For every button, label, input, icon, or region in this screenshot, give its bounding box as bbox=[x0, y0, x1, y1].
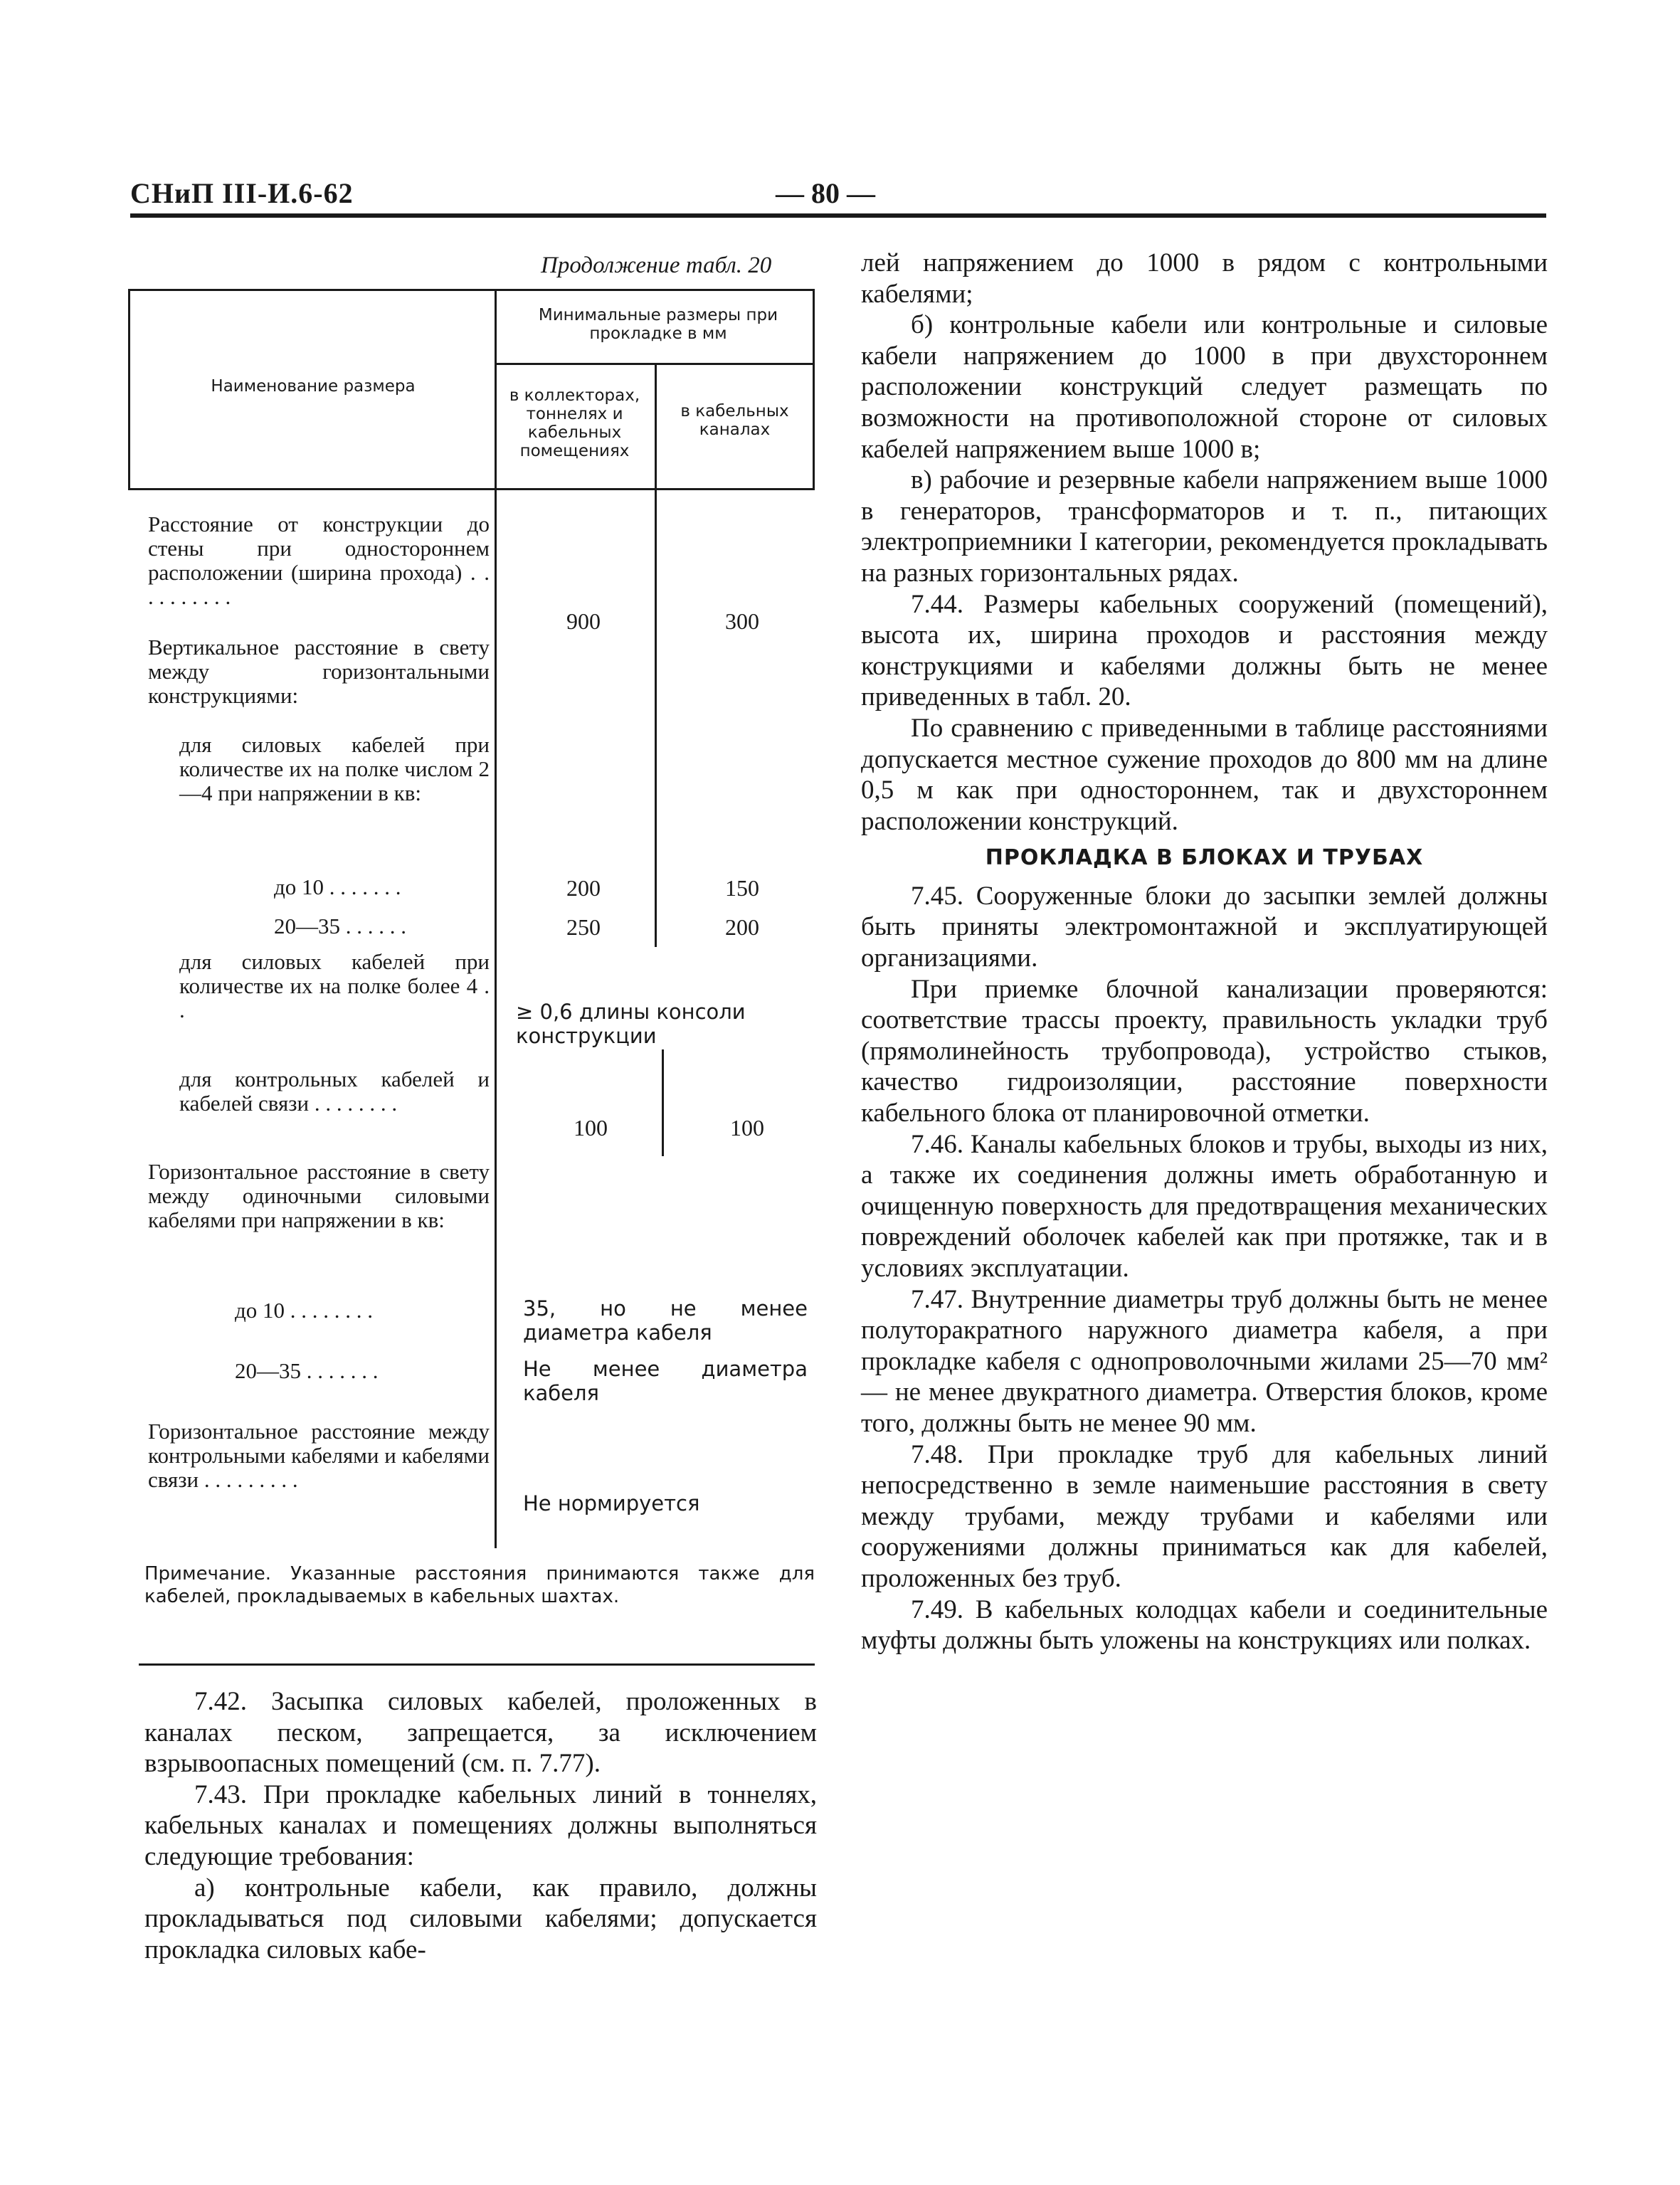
paragraph: 7.48. При прокладке труб для кабельных линий непосредственно в земле наименьшие расстояния в свету между трубами, между трубами и кабелями или сооружениями должны приниматься как для кабелей, проложенных без труб. bbox=[861, 1439, 1548, 1593]
cell-value: 300 bbox=[725, 608, 759, 634]
cell-merged: 35, но не менее диаметра кабеля bbox=[523, 1296, 808, 1345]
row-label: Горизонтальное расстояние между контрольными кабелями и кабелями связи . . . . . . . . . bbox=[148, 1419, 490, 1492]
cell-merged: ≥ 0,6 длины консоли конструкции bbox=[516, 1000, 746, 1048]
paragraph: 7.49. В кабельных колодцах кабели и соединительные муфты должны быть уложены на конструкциях или полках. bbox=[861, 1594, 1548, 1656]
right-column-text bbox=[861, 248, 1548, 1656]
cell-merged: Не менее диаметра кабеля bbox=[523, 1357, 808, 1405]
document-code: СНиП III-И.6-62 bbox=[130, 177, 354, 209]
paragraph: 7.47. Внутренние диаметры труб должны быть не менее полуторакратного наружного диаметра кабеля, а при прокладке кабеля с однопроволочными жилами 25—70 мм² — не менее двукратного диаметра. Отверстия блоков, кроме того, должны быть не менее 90 мм. bbox=[861, 1284, 1548, 1438]
cell-value: 250 bbox=[566, 914, 601, 940]
paragraph: 7.46. Каналы кабельных блоков и трубы, выходы из них, а также их соединения должны иметь обработанную и очищенную поверхность для предотвращения механических повреждений оболочек кабелей как при протяжке, так и в условиях эксплуатации. bbox=[861, 1129, 1548, 1283]
paragraph: При приемке блочной канализации проверяются: соответствие трассы проекту, правильность укладки труб (прямолинейность трубопровода), устройство стыков, качество гидроизоляции, расстояние поверхности кабельного блока от планировочной отметки. bbox=[861, 974, 1548, 1128]
table-divider-ab bbox=[655, 364, 657, 490]
row-label: для силовых кабелей при количестве их на полке более 4 . . bbox=[179, 949, 490, 1022]
header-name: Наименование размера bbox=[211, 377, 416, 396]
cell-value: 200 bbox=[566, 875, 601, 901]
table-bottom-rule bbox=[139, 1663, 815, 1666]
paragraph: 7.43. При прокладке кабельных линий в тоннелях, кабельных каналах и помещениях должны выполняться следующие требования: bbox=[144, 1779, 817, 1871]
paragraph: б) контрольные кабели или контрольные и силовые кабели напряжением до 1000 в при двухстороннем расположении конструкций следует размещать по возможности на противоположной стороне от силовых кабелей напряжением выше 1000 в; bbox=[861, 310, 1548, 464]
header-group: Минимальные размеры при прокладке в мм bbox=[538, 306, 778, 343]
table-header-rule bbox=[128, 488, 815, 490]
row-label: до 10 . . . . . . . . bbox=[235, 1298, 374, 1323]
table-divider-name bbox=[495, 289, 497, 1548]
row-label: Расстояние от конструкции до стены при одностороннем расположении (ширина прохода) . . . . . . . . . . bbox=[148, 512, 490, 609]
cell-value: 200 bbox=[725, 914, 759, 940]
table-continuation-caption: Продолжение табл. 20 bbox=[541, 253, 772, 278]
cell-merged: Не нормируется bbox=[523, 1491, 700, 1515]
table-top-rule bbox=[128, 289, 815, 291]
table-divider-ab-lower bbox=[662, 1049, 664, 1156]
table-left-rule bbox=[128, 289, 130, 490]
row-label: до 10 . . . . . . . bbox=[274, 874, 401, 899]
table-right-rule bbox=[813, 289, 815, 490]
section-heading: ПРОКЛАДКА В БЛОКАХ И ТРУБАХ bbox=[985, 845, 1424, 871]
row-label: 20—35 . . . . . . bbox=[274, 914, 406, 938]
cell-value: 150 bbox=[725, 875, 759, 901]
row-label: для контрольных кабелей и кабелей связи . . . . . . . . bbox=[179, 1067, 490, 1116]
header-col-a: в коллекторах, тоннелях и кабельных помещениях bbox=[509, 386, 640, 460]
page-number: — 80 — bbox=[776, 177, 875, 209]
row-label: Вертикальное расстояние в свету между горизонтальными конструкциями: bbox=[148, 635, 490, 708]
table-divider-ab-body bbox=[655, 488, 657, 947]
dimensions-table bbox=[0, 0, 840, 1679]
row-label: для силовых кабелей при количестве их на полке числом 2—4 при напряжении в кв: bbox=[179, 732, 490, 805]
left-column-text bbox=[144, 1686, 817, 1965]
paragraph: а) контрольные кабели, как правило, должны прокладываться под силовыми кабелями; допускается прокладка силовых кабе- bbox=[144, 1873, 817, 1964]
paragraph: 7.45. Сооруженные блоки до засыпки землей должны быть приняты электромонтажной и эксплуатирующей организациями. bbox=[861, 881, 1548, 973]
cell-value: 900 bbox=[566, 608, 601, 634]
paragraph: 7.44. Размеры кабельных сооружений (помещений), высота их, ширина проходов и расстояния между конструкциями и кабелями должны быть не менее приведенных в табл. 20. bbox=[861, 589, 1548, 712]
row-label: Горизонтальное расстояние в свету между одиночными силовыми кабелями при напряжении в кв: bbox=[148, 1159, 490, 1232]
paragraph: 7.42. Засыпка силовых кабелей, проложенных в каналах песком, запрещается, за исключением взрывоопасных помещений (см. п. 7.77). bbox=[144, 1687, 817, 1779]
header-col-b: в кабельных каналах bbox=[680, 402, 789, 439]
row-label: 20—35 . . . . . . . bbox=[235, 1358, 379, 1383]
paragraph: в) рабочие и резервные кабели напряжением выше 1000 в генераторов, трансформаторов и т. п., питающих электроприемники I категории, рекомендуется прокладывать на разных горизонтальных рядах. bbox=[861, 465, 1548, 588]
table-note: Примечание. Указанные расстояния принимаются также для кабелей, прокладываемых в кабельных шахтах. bbox=[144, 1563, 815, 1607]
paragraph: По сравнению с приведенными в таблице расстояниями допускается местное сужение проходов до 800 мм на длине 0,5 м как при одностороннем, так и двухстороннем расположении конструкций. bbox=[861, 713, 1548, 836]
paragraph: лей напряжением до 1000 в рядом с контрольными кабелями; bbox=[861, 248, 1548, 309]
cell-value: 100 bbox=[730, 1115, 764, 1141]
cell-value: 100 bbox=[574, 1115, 608, 1141]
